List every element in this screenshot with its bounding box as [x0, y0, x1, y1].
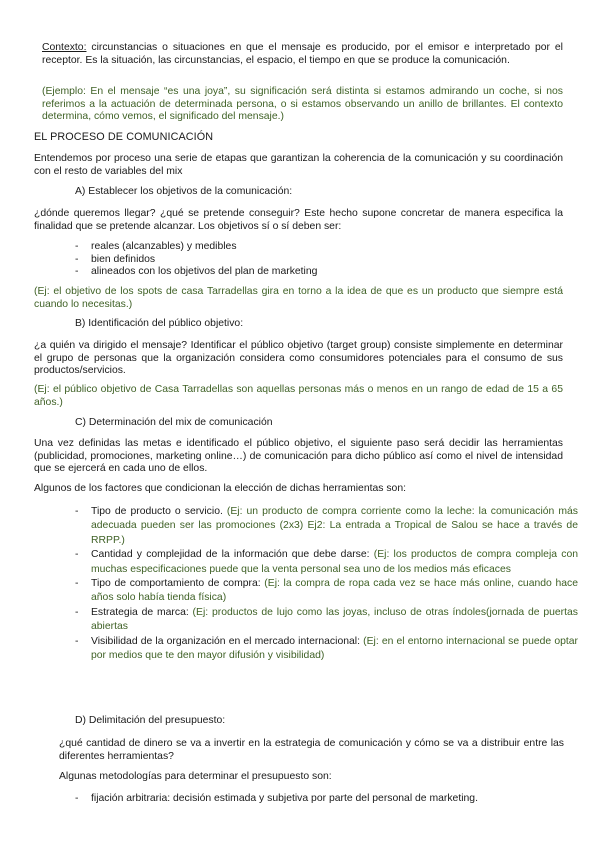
list-item: - bien definidos [91, 254, 561, 267]
section-a-example: (Ej: el objetivo de los spots de casa Tarradellas gira en torno a la idea de que es un producto que siempre está cuando lo necesitas.) [34, 286, 563, 310]
contexto-example: (Ejemplo: En el mensaje “es una joya”, su significación será distinta si estamos admirando un coche, si nos referimos a la actuación de determinada persona, o si estamos observando un anillo de brillantes. El contexto determina, cómo vemos, el significado del mensaje.) [42, 86, 563, 123]
section-b-text: ¿a quién va dirigido el mensaje? Identificar el público objetivo (target group) consiste simplemente en determinar el grupo de personas que la organización considera como consumidores potenciales para el consumo de sus productos/servicios. [34, 340, 563, 377]
section-b-example: (Ej: el público objetivo de Casa Tarradellas son aquellas personas más o menos en un rango de edad de 15 a 65 años.) [34, 384, 563, 408]
factor-example: (Ej: en el entorno internacional se puede optar por medios que te den mayor difusión y visibilidad) [91, 635, 578, 662]
section-d-methods-intro: Algunas metodologías para determinar el presupuesto son: [59, 771, 332, 782]
factor-item [91, 505, 578, 548]
factor-lead: Estrategia de marca: [91, 606, 189, 618]
section-a-list [91, 241, 561, 279]
section-a-text: ¿dónde queremos llegar? ¿qué se pretende conseguir? Este hecho supone concretar de manera especifica la finalidad que se pretende alcanzar. Los objetivos sí o sí deben ser: [34, 208, 563, 232]
factor-item [91, 577, 578, 606]
contexto-label: Contexto: [42, 42, 87, 53]
factor-lead: Tipo de comportamiento de compra: [91, 578, 261, 590]
section-c-factors-intro: Algunos de los factores que condicionan la elección de dichas herramientas son: [34, 483, 406, 494]
list-item: - reales (alcanzables) y medibles [91, 241, 561, 254]
section-a-title: A) Establecer los objetivos de la comunicación: [75, 186, 293, 197]
factor-item [91, 635, 578, 664]
section-d-text: ¿qué cantidad de dinero se va a invertir en la estrategia de comunicación y cómo se va a distribuir entre las diferentes herramientas? [59, 738, 564, 762]
factor-item [91, 548, 578, 577]
contexto-paragraph [42, 42, 563, 67]
proceso-intro: Entendemos por proceso una serie de etapas que garantizan la coherencia de la comunicación y su coordinación con el resto de variables del mix [34, 153, 563, 177]
list-item: - fijación arbitraria: decisión estimada y subjetiva por parte del personal de marketing. [91, 793, 561, 806]
factor-lead: Cantidad y complejidad de la información que debe darse: [91, 549, 370, 561]
factor-example: (Ej: productos de lujo como las joyas, incluso de otras índoles(jornada de puertas abiertas [91, 606, 578, 633]
proceso-heading: EL PROCESO DE COMUNICACIÓN [34, 131, 214, 143]
section-c-title: C) Determinación del mix de comunicación [75, 417, 273, 428]
factor-lead: Visibilidad de la organización en el mercado internacional: [91, 635, 360, 647]
factor-example: (Ej: un producto de compra corriente como la leche: la comunicación más adecuada pueden ser las promociones (2x3) Ej2: La entrada a Tropical de Salou se hace a través de RRPP.) [91, 506, 578, 546]
contexto-text: circunstancias o situaciones en que el mensaje es producido, por el emisor e interpretado por el receptor. Es la situación, las circunstancias, el espacio, el tiempo en que se produce la comunicación. [42, 42, 563, 66]
factor-item [91, 606, 578, 635]
section-b-title: B) Identificación del público objetivo: [75, 318, 244, 329]
list-item: - alineados con los objetivos del plan de marketing [91, 266, 561, 279]
section-c-text: Una vez definidas las metas e identificado el público objetivo, el siguiente paso será decidir las herramientas (publicidad, promociones, marketing online…) de comunicación para dicho público así como el nivel de intensidad que se ejercerá en cada uno de ellos. [34, 438, 563, 475]
section-c-factors-list [91, 505, 578, 663]
section-d-title: D) Delimitación del presupuesto: [75, 715, 226, 726]
factor-example: (Ej: la compra de ropa cada vez se hace más online, cuando hace años solo había tienda física) [91, 578, 579, 604]
factor-lead: Tipo de producto o servicio. [91, 506, 223, 517]
section-d-methods-list [91, 793, 561, 806]
factor-example: (Ej: los productos de compra compleja con muchas especificaciones puede que la venta personal sea uno de los medios más eficaces [91, 549, 579, 575]
